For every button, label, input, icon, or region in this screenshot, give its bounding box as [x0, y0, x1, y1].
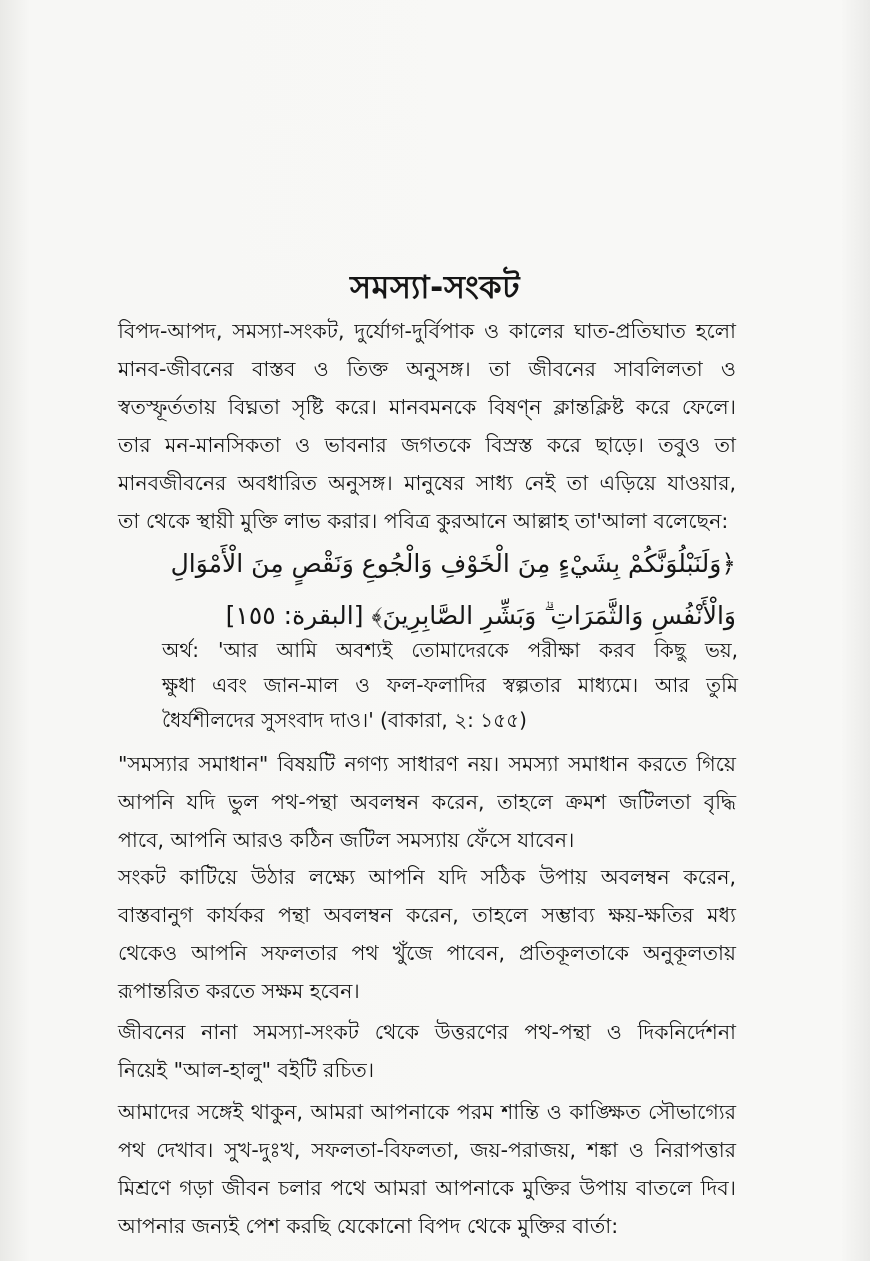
paragraph-line: বাস্তবানুগ কার্যকর পন্থা অবলম্বন করেন, তাহলে সম্ভাব্য ক্ষয়-ক্ষতির মধ্য	[118, 903, 736, 927]
paragraph-line: রূপান্তরিত করতে সক্ষম হবেন।	[118, 979, 360, 1003]
intro-line: স্বতস্ফূর্ততায় বিঘ্নতা সৃষ্টি করে। মানবমনকে বিষণ্ন ক্লান্তক্লিষ্ট করে ফেলে।	[118, 395, 736, 419]
quran-verse-line: وَالْأَنْفُسِ وَالثَّمَرَاتِ ۗ وَبَشِّرِ الصَّابِرِينَ﴾ [البقرة: ١٥٥]	[225, 601, 736, 630]
paragraph-line: পাবে, আপনি আরও কঠিন জটিল সমস্যায় ফেঁসে যাবেন।	[118, 828, 575, 852]
paragraph-line: জীবনের নানা সমস্যা-সংকট থেকে উত্তরণের পথ-পন্থা ও দিকনির্দেশনা	[118, 1020, 736, 1044]
intro-line: মানব-জীবনের বাস্তব ও তিক্ত অনুসঙ্গ। তা জীবনের সাবলিলতা ও	[118, 357, 736, 381]
translation-line: অর্থ: 'আর আমি অবশ্যই তোমাদেরকে পরীক্ষা করব কিছু ভয়,	[162, 638, 738, 662]
paragraph-line: আমাদের সঙ্গেই থাকুন, আমরা আপনাকে পরম শান্তি ও কাঙ্ক্ষিত সৌভাগ্যের	[118, 1100, 736, 1124]
paragraph-line: আপনার জন্যই পেশ করছি যেকোনো বিপদ থেকে মুক্তির বার্তা:	[118, 1214, 619, 1238]
overcome-paragraph	[118, 858, 736, 1010]
quran-verse	[118, 538, 736, 642]
verse-translation	[162, 633, 738, 738]
intro-paragraph	[118, 312, 736, 540]
page-title: সমস্যা-সংকট	[349, 268, 521, 306]
paragraph-line: মিশ্রণে গড়া জীবন চলার পথে আমরা আপনাকে মুক্তির উপায় বাতলে দিব।	[118, 1176, 736, 1200]
paragraph-line: আপনি যদি ভুল পথ-পন্থা অবলম্বন করেন, তাহলে ক্রমশ জটিলতা বৃদ্ধি	[118, 790, 736, 814]
translation-line: ক্ষুধা এবং জান-মাল ও ফল-ফলাদির স্বল্পতার মাধ্যমে। আর তুমি	[162, 673, 738, 697]
intro-line: বিপদ-আপদ, সমস্যা-সংকট, দুর্যোগ-দুর্বিপাক ও কালের ঘাত-প্রতিঘাত হলো	[118, 319, 736, 343]
paragraph-line: নিয়েই "আল-হালু" বইটি রচিত।	[118, 1058, 375, 1082]
paragraph-line: "সমস্যার সমাধান" বিষয়টি নগণ্য সাধারণ নয়। সমস্যা সমাধান করতে গিয়ে	[118, 752, 736, 776]
solution-paragraph	[118, 745, 736, 859]
paragraph-line: থেকেও আপনি সফলতার পথ খুঁজে পাবেন, প্রতিকূলতাকে অনুকূলতায়	[118, 941, 736, 965]
intro-line: মানবজীবনের অবধারিত অনুসঙ্গ। মানুষের সাধ্য নেই তা এড়িয়ে যাওয়ার,	[118, 471, 736, 495]
paragraph-line: পথ দেখাব। সুখ-দুঃখ, সফলতা-বিফলতা, জয়-পরাজয়, শঙ্কা ও নিরাপত্তার	[118, 1138, 736, 1162]
closing-paragraph	[118, 1093, 736, 1245]
paragraph-line: সংকট কাটিয়ে উঠার লক্ষ্যে আপনি যদি সঠিক উপায় অবলম্বন করেন,	[118, 865, 736, 889]
translation-line: ধৈর্যশীলদের সুসংবাদ দাও।' (বাকারা, ২: ১৫৫)	[162, 708, 527, 732]
quran-verse-line: ﴿وَلَنَبْلُوَنَّكُمْ بِشَيْءٍ مِنَ الْخَوْفِ وَالْجُوعِ وَنَقْصٍ مِنَ الْأَمْوَالِ	[170, 549, 736, 578]
intro-line: তার মন-মানসিকতা ও ভাবনার জগতকে বিস্রস্ত করে ছাড়ে। তবুও তা	[118, 433, 736, 457]
intro-line: তা থেকে স্থায়ী মুক্তি লাভ করার। পবিত্র কুরআনে আল্লাহ তা'আলা বলেছেন:	[118, 509, 729, 533]
book-intro-paragraph	[118, 1013, 736, 1089]
